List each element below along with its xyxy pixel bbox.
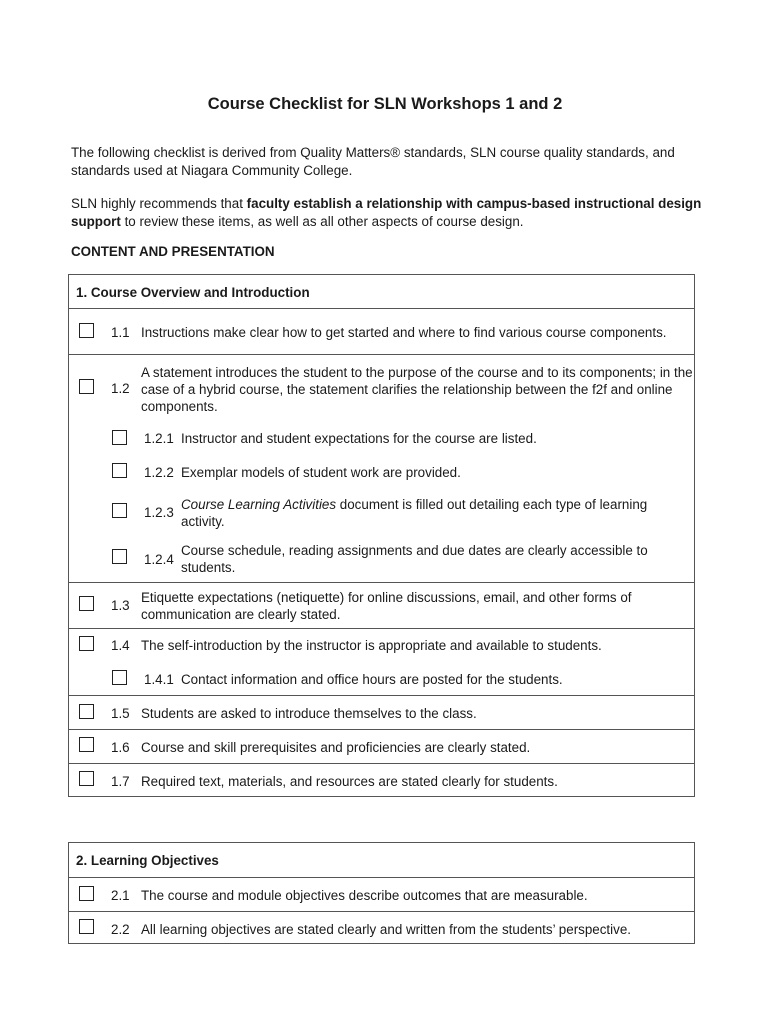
item-number: 1.7 xyxy=(111,774,130,789)
item-text: Students are asked to introduce themselves to the class. xyxy=(141,706,477,721)
item-number: 1.2 xyxy=(111,381,130,396)
item-text: The course and module objectives describe outcomes that are measurable. xyxy=(141,888,588,903)
row-divider xyxy=(69,729,694,730)
item-text: A statement introduces the student to the purpose of the course and to its components; in the case of a hybrid course, the statement clarifies the relationship between the f2f and online components. xyxy=(141,365,693,414)
item-text: Instructions make clear how to get started and where to find various course components. xyxy=(141,325,667,340)
item-number: 2.2 xyxy=(111,922,130,937)
recommendation-paragraph xyxy=(71,195,711,231)
checkbox-1-2-2[interactable] xyxy=(112,463,127,478)
item-text: All learning objectives are stated clearly and written from the students’ perspective. xyxy=(141,922,631,937)
item-number: 1.4 xyxy=(111,638,130,653)
checkbox-1-6[interactable] xyxy=(79,737,94,752)
item-text: Required text, materials, and resources are stated clearly for students. xyxy=(141,774,558,789)
checkbox-1-5[interactable] xyxy=(79,704,94,719)
recommendation-suffix: to review these items, as well as all other aspects of course design. xyxy=(120,214,524,229)
checkbox-2-2[interactable] xyxy=(79,919,94,934)
recommendation-prefix: SLN highly recommends that xyxy=(71,196,247,211)
checkbox-2-1[interactable] xyxy=(79,886,94,901)
learning-objectives-heading: 2. Learning Objectives xyxy=(76,853,219,868)
item-text: Instructor and student expectations for the course are listed. xyxy=(181,431,537,446)
item-number: 1.2.3 xyxy=(144,505,174,520)
item-number: 1.2.4 xyxy=(144,552,174,567)
item-number: 2.1 xyxy=(111,888,130,903)
item-number: 1.5 xyxy=(111,706,130,721)
learning-objectives-table xyxy=(68,842,695,944)
item-number: 1.6 xyxy=(111,740,130,755)
item-text-rest: document is filled out detailing each type of learning activity. xyxy=(181,497,648,529)
item-text: The self-introduction by the instructor is appropriate and available to students. xyxy=(141,638,602,653)
checkbox-1-7[interactable] xyxy=(79,771,94,786)
item-number: 1.2.1 xyxy=(144,431,174,446)
course-overview-table xyxy=(68,274,695,797)
row-divider xyxy=(69,308,694,309)
row-divider xyxy=(69,763,694,764)
item-text: Etiquette expectations (netiquette) for online discussions, email, and other forms of communication are clearly stated. xyxy=(141,590,632,622)
item-number: 1.4.1 xyxy=(144,672,174,687)
checkbox-1-2-1[interactable] xyxy=(112,430,127,445)
item-text: Exemplar models of student work are provided. xyxy=(181,465,461,480)
page-title: Course Checklist for SLN Workshops 1 and 2 xyxy=(207,95,563,113)
row-divider xyxy=(69,628,694,629)
document-name: Course Learning Activities xyxy=(181,497,337,512)
checkbox-1-1[interactable] xyxy=(79,323,94,338)
item-text: Contact information and office hours are posted for the students. xyxy=(181,672,563,687)
item-number: 1.2.2 xyxy=(144,465,174,480)
course-overview-heading: 1. Course Overview and Introduction xyxy=(76,285,310,300)
row-divider xyxy=(69,695,694,696)
section-heading: CONTENT AND PRESENTATION xyxy=(71,244,275,259)
checkbox-1-2[interactable] xyxy=(79,379,94,394)
recommendation-emphasis: faculty establish a relationship with campus-based instructional design support xyxy=(71,196,702,229)
row-divider xyxy=(69,582,694,583)
checkbox-1-2-3[interactable] xyxy=(112,503,127,518)
row-divider xyxy=(69,354,694,355)
row-divider xyxy=(69,877,694,878)
item-number: 1.1 xyxy=(111,325,130,340)
checkbox-1-4-1[interactable] xyxy=(112,670,127,685)
item-text xyxy=(181,496,691,530)
row-divider xyxy=(69,911,694,912)
item-number: 1.3 xyxy=(111,598,130,613)
intro-paragraph: The following checklist is derived from Quality Matters® standards, SLN course quality standards, and standards used at Niagara Community College. xyxy=(71,145,675,178)
checkbox-1-3[interactable] xyxy=(79,596,94,611)
checkbox-1-2-4[interactable] xyxy=(112,549,127,564)
item-text: Course schedule, reading assignments and due dates are clearly accessible to students. xyxy=(181,543,648,575)
checkbox-1-4[interactable] xyxy=(79,636,94,651)
item-text: Course and skill prerequisites and proficiencies are clearly stated. xyxy=(141,740,531,755)
